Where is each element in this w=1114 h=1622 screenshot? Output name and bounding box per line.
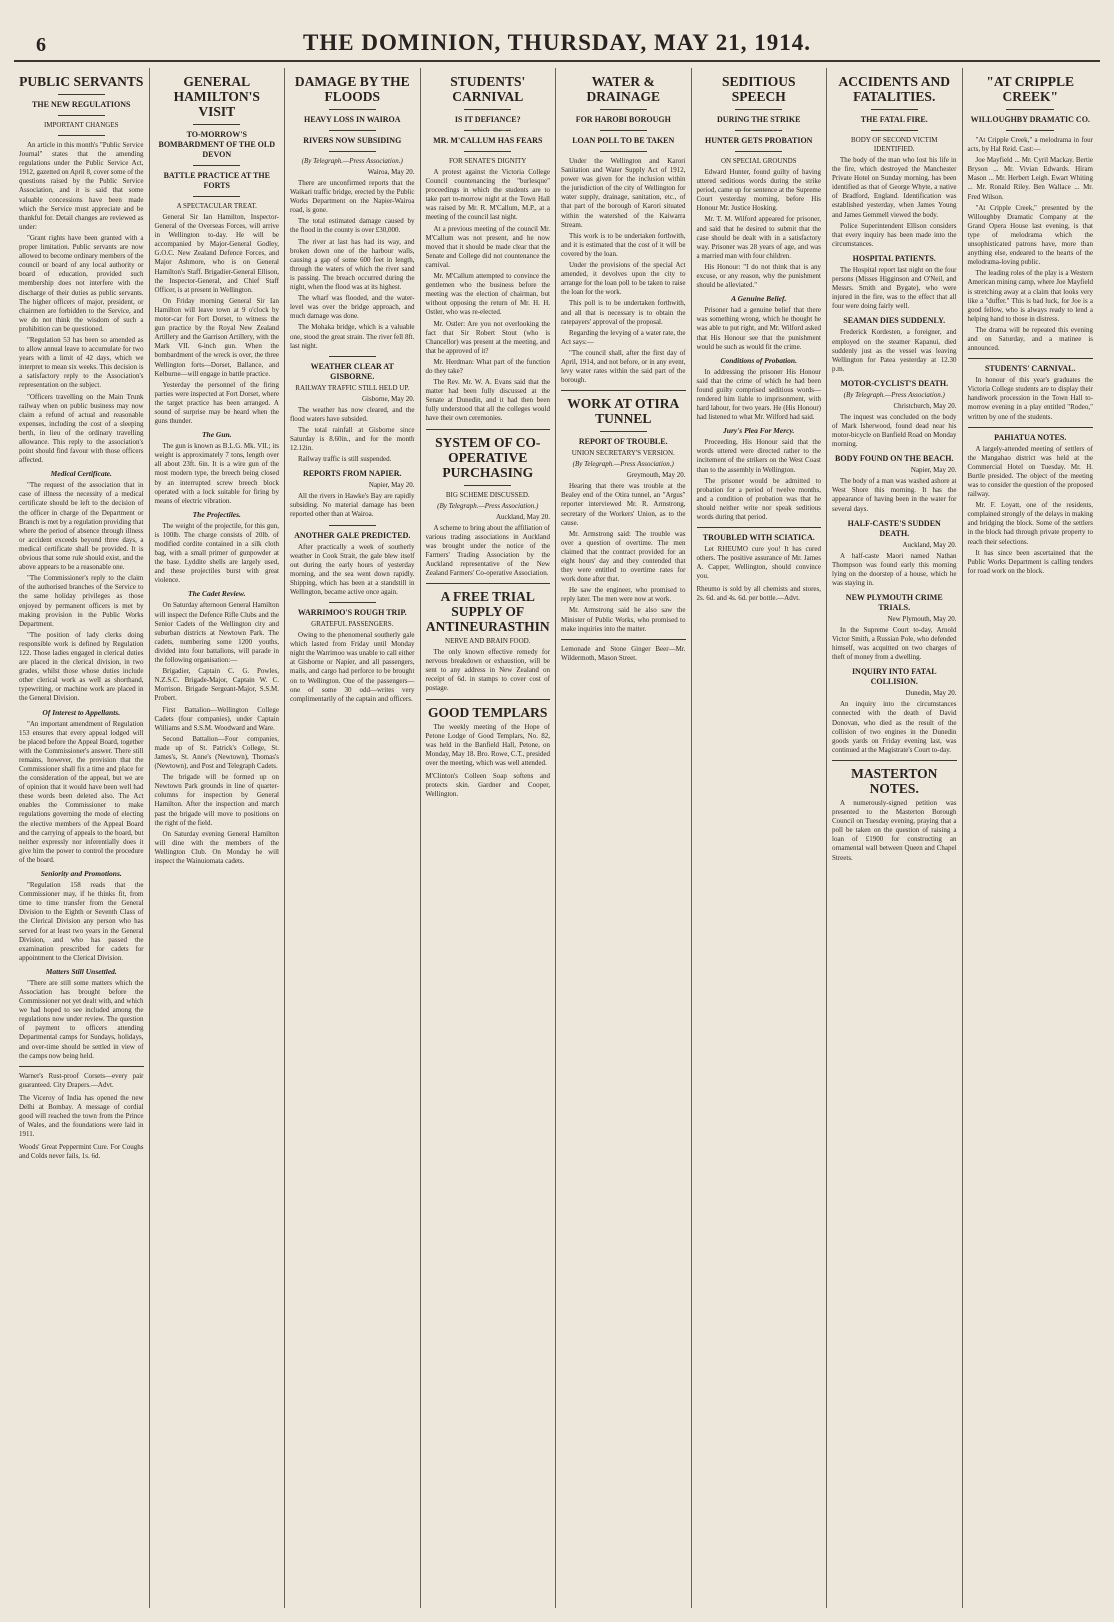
divider	[871, 130, 918, 131]
deck: WEATHER CLEAR AT GISBORNE.	[310, 361, 394, 381]
paragraph: In the Supreme Court to-day, Arnold Victor Smith, a Russian Pole, who defended himself, was acquitted on two charges of theft of money from a dwelling.	[832, 626, 957, 662]
paragraph: It has since been ascertained that the Public Works Department is calling tenders for road work on the block.	[967, 548, 1093, 575]
paragraph: Frederick Kordesten, a foreigner, and employed on the steamer Kapanui, died suddenly just as the vessel was leaving Wellington for Patea yesterday at 12.30 p.m.	[832, 328, 957, 373]
deck: HEAVY LOSS IN WAIROA	[303, 115, 401, 124]
paragraph: In honour of this year's graduates the Victoria College students are to display their handiwork procession in the Town Hall to-morrow evening in a play entitled "Rodeo," written by one of the students.	[967, 376, 1093, 421]
paragraph: In addressing the prisoner His Honour said that the crime of which he had been found guilty comprised seditious words—rendered him liable to imprisonment, with hard labour, for two years. He (His Honour) had listened to what Mr. Wilford had said.	[696, 367, 821, 422]
deck: IS IT DEFIANCE?	[454, 115, 521, 124]
paragraph: "An important amendment of Regulation 153 ensures that every appeal lodged will be placed before the Appeal Board, together with the Commissioner's answer. There still remains, however, the provision that the Commissioner shall fix a time and place for the consideration of the appeal, but we are of opinion that it would have been well had these words been deleted also. The Act enables the Commissioner to make regulations governing the mode of electing the elective members of the Appeal Board and the carrying of appeals to the board, but neither expressly nor inferentially does it give him the power to control the procedure of the board.	[19, 719, 144, 864]
dateline: Christchurch, May 20.	[893, 401, 957, 410]
deck: INQUIRY INTO FATAL COLLISION.	[851, 667, 937, 687]
deck: THE NEW REGULATIONS	[32, 100, 131, 109]
divider	[329, 525, 376, 526]
deck: RIVERS NOW SUBSIDING	[303, 136, 402, 145]
headline: MASTERTON NOTES.	[851, 765, 938, 796]
advertisement: Woods' Great Peppermint Cure. For Coughs and Colds never fails, 1s. 6d.	[19, 1142, 144, 1160]
paragraph: "The position of lady clerks doing responsible work is defined by Regulation 122. Those ladies engaged in clerical duties are placed in the clerical division, in two grades, whilst those whose duties include other clerical work as well as shorthand, typewriting, or machine work are placed in the General Division.	[19, 630, 144, 703]
divider	[193, 196, 240, 197]
paragraph: The Mohaka bridge, which is a valuable one, stood the great strain. The river fell 8ft. last night.	[290, 323, 415, 350]
paragraph: On Saturday afternoon General Hamilton will inspect the Defence Rifle Clubs and the Senior Cadets of the Wellington city and suburban districts at Newtown Park. The cadets, numbering some 1200 youths, divided into four battalions, will parade in the following organisation:—	[154, 601, 279, 665]
paragraph: "The request of the association that in case of illness the necessity of a medical certificate should be left to the decision of the officer in charge of the Department or Branch is met by a regulation providing that where the period of absence through illness or accident exceeds beyond three days, a medical certificate shall be provided. It is obvious that some rule should exist, and the above appears to be a reasonable one.	[19, 481, 144, 572]
divider	[600, 431, 647, 432]
headline: STUDENTS' CARNIVAL	[450, 74, 526, 104]
divider	[600, 109, 647, 110]
divider	[426, 429, 551, 430]
paragraph: The weekly meeting of the Hope of Petone Lodge of Good Templars, No. 82, was held in the Banfield Hall, Petone, on Monday, May 18. Bro. Rowe, C.T., presided over the meeting, which was well attended.	[425, 722, 550, 767]
byline: (By Telegraph.—Press Association.)	[843, 390, 945, 399]
deck: LOAN POLL TO BE TAKEN	[572, 136, 675, 145]
divider	[193, 165, 240, 166]
divider	[600, 130, 647, 131]
divider	[697, 527, 822, 528]
paragraph: "Officers travelling on the Main Trunk railway when on public business may now claim a refund of actual and reasonable expenses, including the cost of a sleeping berth, in lieu of the ordinary travelling allowance. This reply to the association's point should find favour with those officers affected.	[19, 392, 144, 465]
paragraph: Under the Wellington and Karori Sanitation and Water Supply Act of 1912, power was given for the inclusion within the jurisdiction of the city of Wellington for water supply, drainage, sanitation, etc., of that part of the borough of Karori situated within the watershed of the Kaiwarra Stream.	[561, 157, 686, 229]
paragraph: This work is to be undertaken forthwith, and it is estimated that the cost of it will be covered by the loan.	[561, 231, 686, 258]
headline: "AT CRIPPLE CREEK"	[986, 74, 1075, 104]
paragraph: "Grant rights have been granted with a proper limitation. Public servants are now allowed to become ordinary members of the council or board of any local authority or board of education, provided such membership does not interfere with the discharge of their duties as public servants. The higher officers of major, president, or chairmen are forbidden to the Service, and we do not think the wisdom of such a prohibition can be questioned.	[19, 233, 144, 333]
divider	[832, 760, 957, 761]
paragraph: Mr. Herdman: What part of the function do they take?	[425, 357, 550, 375]
paragraph: Second Battalion—Four companies, made up of St. Patrick's College, St. James's, St. Anne's (Newtown), Thomas's (Newtown), and Post and Telegraph Cadets.	[154, 734, 279, 771]
divider	[426, 583, 551, 584]
deck: ANOTHER GALE PREDICTED.	[294, 530, 411, 540]
paragraph: "The council shall, after the first day of April, 1914, and not before, or in any event, levy water rates within the said part of the borough.	[561, 348, 686, 385]
paragraph: Brigadier, Captain C. G. Powles, N.Z.S.C. Brigade-Major, Captain W. C. Morrison. Brigade Sergeant-Major, S.S.M. Probert.	[154, 667, 279, 703]
paragraph: The weight of the projectile, for this gun, is 100lb. The charge consists of 20lb. of modified cordite contained in a silk cloth bag, with a small primer of gunpowder at the base. Lyddite shells are largely used, and these projectiles burst with great violence.	[154, 521, 279, 585]
paragraph: Police Superintendent Ellison considers that every inquiry has been made into the circumstances.	[832, 221, 957, 248]
divider	[329, 151, 376, 152]
deck: RAILWAY TRAFFIC STILL HELD UP.	[295, 383, 410, 392]
deck: DURING THE STRIKE	[717, 115, 801, 124]
column-floods	[285, 68, 421, 1608]
divider	[1006, 109, 1054, 110]
deck: UNION SECRETARY'S VERSION.	[571, 449, 675, 458]
subheading: Matters Still Unsettled.	[45, 966, 117, 976]
headline: PUBLIC SERVANTS	[19, 74, 144, 89]
paragraph: A protest against the Victoria College Council countenancing the "burlesque" proceedings in which the students are to take part to-morrow night at the Town Hall was raised by Mr. R. M'Callum, M.P., at a meeting of the council last night.	[425, 168, 550, 222]
deck: GRATEFUL PASSENGERS.	[311, 620, 394, 629]
deck: A SPECTACULAR TREAT.	[176, 202, 257, 210]
advertisement: Rheumo is sold by all chemists and stores, 2s. 6d. and 4s. 6d. per bottle.—Advt.	[696, 585, 821, 603]
headline: GENERAL HAMILTON'S VISIT	[173, 74, 260, 119]
subheading: The Projectiles.	[192, 509, 241, 519]
divider	[1006, 130, 1054, 131]
paragraph: Proceeding, His Honour said that the words uttered were directed rather to the incitement of the strikers on the West Coast than to the assembly in Wellington.	[696, 438, 821, 474]
divider	[58, 135, 105, 136]
column-seditious-speech	[692, 68, 828, 1608]
divider	[464, 151, 511, 152]
paragraph: Mr. M'Callum attempted to convince the gentlemen who the business before the meeting was the election of chairman, but without opposing the return of Mr. H. H. Ostler, who was re-elected.	[425, 272, 550, 317]
deck: BATTLE PRACTICE AT THE FORTS	[163, 171, 270, 190]
paragraph: "Regulation 53 has been so amended as to allow annual leave to accumulate for two years with a limit of 42 days, which we interpret to mean six weeks. This decision is a satisfactory reply to the Association's representation on the subject.	[19, 335, 144, 390]
divider	[464, 130, 511, 131]
paragraph: Let RHEUMO cure you! It has cured others. The positive assurance of Mr. James A. Capper, Wellington, should convince you.	[696, 545, 821, 581]
divider	[329, 602, 376, 603]
paragraph: There are unconfirmed reports that the Waikari traffic bridge, erected by the Public Works Department on the Napier-Wairoa road, is gone.	[290, 179, 415, 215]
subheading: Medical Certificate.	[50, 469, 112, 479]
deck: MOTOR-CYCLIST'S DEATH.	[840, 378, 949, 388]
divider	[193, 124, 240, 125]
paragraph: An article in this month's "Public Service Journal" states that the amending regulations under the Public Service Act, 1912, gazetted on April 8, cover some of the questions raised by the Public Service Association, and it is said that some valuable concessions have been made which the Service must appreciate and be thankful for. Detail changes are reviewed as under:	[19, 141, 144, 231]
paragraph: The Rev. Mr. W. A. Evans said that the matter had been fully discussed at the Senate at Dunedin, and it had then been fully understood that all the colleges would have their own ceremonies.	[425, 378, 550, 423]
paragraph: A half-caste Maori named Nathan Thompson was found early this morning lying on the doorstep of a house, which he was staying in.	[832, 551, 957, 587]
deck: THE FATAL FIRE.	[860, 115, 928, 124]
divider	[19, 1066, 144, 1067]
paragraph: Mr. T. M. Wilford appeared for prisoner, and said that he desired to submit that the case should be dealt with in a satisfactory way. Prisoner was 28 years of age, and was a married man with four children.	[696, 215, 821, 260]
paragraph: The gun is known as B.L.G. Mk. VII.; its weight is approximately 7 tons, length over all about 23ft. 6in. It is a wire gun of the most modern type, the breech being closed by an interrupted screw breech block operated with a lock suitable for firing by means of electric vibration.	[154, 442, 279, 505]
paragraph: Mr. F. Loyatt, one of the residents, complained strongly of the delays in making and bridging the block. Some of the settlers in the block had through private property to reach their selections.	[967, 501, 1093, 546]
deck: WILLOUGHBY DRAMATIC CO.	[970, 115, 1090, 124]
deck: REPORTS FROM NAPIER.	[302, 469, 402, 479]
deck: NEW PLYMOUTH CRIME TRIALS.	[845, 593, 943, 612]
deck: REPORT OF TROUBLE.	[578, 437, 668, 447]
subheading: The Cadet Review.	[188, 589, 246, 599]
deck: PAHIATUA NOTES.	[994, 432, 1067, 442]
byline: (By Telegraph.—Press Association.)	[572, 460, 674, 469]
paragraph: After practically a week of southerly weather in Cook Strait, the gale blew itself out during the early hours of yesterday morning, and the sea went down rapidly. Shipping, which has been at a standstill in Wellington, became active once again.	[290, 542, 415, 596]
deck: TROUBLED WITH SCIATICA.	[702, 533, 815, 543]
divider	[426, 699, 551, 700]
paragraph: "At Cripple Creek," presented by the Willoughby Dramatic Company at the Grand Opera House last evening, is that type of melodrama which the unsophisticated patrons have, more than anything else, endeared to the hearts of the melodrama-loving public.	[967, 203, 1093, 267]
paper-title: THE DOMINION, THURSDAY, MAY 21, 1914.	[303, 30, 811, 55]
column-accidents	[827, 68, 963, 1608]
headline: WATER & DRAINAGE	[586, 74, 660, 104]
deck: SEAMAN DIES SUDDENLY.	[843, 316, 946, 326]
divider	[735, 151, 782, 152]
dateline: Auckland, May 20.	[902, 540, 957, 549]
column-general-hamilton	[150, 68, 286, 1608]
subheading: The Gun.	[201, 430, 232, 440]
divider	[968, 358, 1094, 359]
advertisement: Lemonade and Stone Ginger Beer—Mr. Wildermoth, Mason Street.	[561, 644, 686, 662]
paragraph: Yesterday the personnel of the firing parties were inspected at Fort Dorset, where the target practice has been arranged. A sound of surprise may be heard when the guns thunder.	[154, 380, 279, 426]
column-water-drainage	[556, 68, 692, 1608]
headline: A FREE TRIAL SUPPLY OF ANTINEURASTHIN	[425, 589, 550, 635]
paragraph: "There are still some matters which the Association has brought before the Commissioner not yet dealt with, and which we had hoped to see included among the regulations now under review. The question of payment to officers attending Departmental camps for Sundays, holidays, and over-time should be settled in view of the camps now being held.	[19, 978, 144, 1060]
paragraph: The only known effective remedy for nervous breakdown or exhaustion, will be sent to any address in New Zealand on receipt of 6d. in stamps to cover cost of postage.	[425, 648, 550, 693]
subheading: Jury's Plea For Mercy.	[723, 426, 795, 436]
deck: WARRIMOO'S ROUGH TRIP.	[297, 608, 407, 618]
divider	[329, 356, 376, 357]
columns	[14, 68, 1100, 1608]
paragraph: On Saturday evening General Hamilton will dine with the members of the Wellington Club. On Monday he will inspect the Wainuiomata cadets.	[154, 829, 279, 865]
byline: (By Telegraph.—Press Association.)	[437, 501, 539, 510]
paragraph: Joe Mayfield ... Mr. Cyril Mackay. Bertie Bryson ... Mr. Vivian Edwards. Hiram Mason ... Mr. Herbert Leigh. Ewart Whiting ... Mr. Ronald Riley. Ben Wallace ... Mr. Fred Wilson.	[967, 156, 1093, 201]
divider	[735, 109, 782, 110]
paragraph: He saw the engineer, who promised to reply later. The men were now at work.	[561, 586, 686, 604]
divider	[735, 130, 782, 131]
paragraph: Hearing that there was trouble at the Bealey end of the Otira tunnel, an "Argus" reporter interviewed Mr. R. Armstrong, secretary of the Workers' Union, as to the cause.	[561, 482, 686, 527]
deck: ON SPECIAL GROUNDS	[720, 157, 797, 165]
paragraph: Mr. Armstrong said: The trouble was over a question of overtime. The men claimed that the contract provided for an eight hours' day and they contended that they were entitled to overtime rates for work done after that.	[561, 529, 686, 584]
paragraph: "At Cripple Creek," a melodrama in four acts, by Hal Reid. Cast:—	[967, 136, 1093, 154]
headline: WORK AT OTIRA TUNNEL	[567, 396, 680, 427]
dateline: Greymouth, May 20.	[626, 471, 686, 480]
divider	[600, 151, 647, 152]
advertisement: The Viceroy of India has opened the new Delhi at Bombay. A message of cordial good will reached the town from the Prince of Wales, and the foundations were laid in 1911.	[19, 1093, 144, 1138]
column-public-servants	[14, 68, 150, 1608]
paragraph: The inquest was concluded on the body of Mark Isherwood, found dead near his motor-bicycle on Banfield Road on Monday morning.	[832, 412, 957, 449]
headline: SYSTEM OF CO-OPERATIVE PURCHASING	[435, 434, 541, 480]
paragraph: On Friday morning General Sir Ian Hamilton will leave town at 9 o'clock by motor-car for Fort Dorset, to witness the gun practice by the Royal New Zealand Artillery and the Garrison Artillery, with the Mark VII. 6-inch gun. When the bombardment of the wreck is over, the three Wellington forts—Dorset, Ballance, and Kelburne—will engage in battle practice.	[154, 296, 279, 378]
paragraph: The prisoner would be admitted to probation for a period of twelve months, and a condition of probation was that he should neither write nor speak seditious words during that period.	[696, 476, 821, 521]
paragraph: The total rainfall at Gisborne since Saturday is 8.60in., and for the month 12.12in.	[290, 425, 415, 453]
dateline: Wairoa, May 20.	[367, 168, 415, 176]
deck: FOR HAROBI BOROUGH	[575, 115, 671, 124]
divider	[464, 485, 511, 486]
deck: BIG SCHEME DISCUSSED.	[445, 490, 530, 499]
divider	[329, 109, 376, 110]
paragraph: The body of a man was washed ashore at West Shore this morning. It has the appearance of having been in the water for several days.	[832, 477, 957, 513]
advertisement: M'Clinton's Colleen Soap softens and protects skin. Gardner and Cooper, Wellington.	[425, 772, 550, 799]
dateline: Auckland, May 20.	[495, 512, 550, 521]
divider	[871, 109, 918, 110]
paragraph: The drama will be repeated this evening and on Saturday, and a matinee is announced.	[967, 325, 1093, 353]
deck: BODY OF SECOND VICTIM IDENTIFIED.	[850, 136, 938, 153]
paragraph: Mr. Armstrong said he also saw the Minister of Public Works, who promised to make inquiries into the matter.	[561, 606, 686, 633]
dateline: Gisborne, May 20.	[362, 394, 415, 403]
paragraph: A scheme to bring about the affiliation of various trading associations in Auckland was brought under the notice of the Farmers' Trading Association by the Auckland representative of the New Zealand Farmers' Co-operative Association.	[425, 523, 550, 577]
paragraph: "The Commissioner's reply to the claim of the authorised branches of the Service to the same holiday privileges as those enjoyed by permanent officers is met by making provision in the Public Works Department.	[19, 574, 144, 628]
deck: HALF-CASTE'S SUDDEN DEATH.	[847, 518, 941, 538]
paragraph: A largely-attended meeting of settlers of the Mangahao district was held at the Commercial Hotel on Tuesday. Mr. H. Burtle presided. The object of the meeting was to consider the question of the proposed railway.	[967, 444, 1093, 499]
subheading: Seniority and Promotions.	[40, 869, 122, 879]
paragraph: Mr. Ostler: Are you not overlooking the fact that Sir Robert Stout (who is Chancellor) was present at the meeting, and that he approved of it?	[425, 319, 550, 355]
paragraph: Under the provisions of the special Act amended, it devolves upon the city to arrange for the loan poll to be taken to raise the loan for the work.	[561, 261, 686, 297]
subheading: Conditions of Probation.	[720, 355, 797, 365]
paragraph: The Hospital report last night on the four persons (Misses Higginson and O'Neil, and Messrs. Smith and Bygate), who were injured in the fire, was to the effect that all four were doing fairly well.	[832, 265, 957, 311]
divider	[329, 130, 376, 131]
advertisement: Warner's Rust-proof Corsets—every pair guaranteed. City Drapers.—Advt.	[19, 1071, 144, 1089]
byline: (By Telegraph.—Press Association.)	[301, 157, 403, 165]
divider	[58, 94, 105, 95]
page-number: 6	[36, 34, 46, 56]
paragraph: The river at last has had its way, and broken down one of the harbour walls, causing a gap of some 600 feet in length, through the waters of which the river sand is passing. The breach occurred during the night, when the flood was at its highest.	[290, 237, 415, 292]
deck: NERVE AND BRAIN FOOD.	[445, 637, 531, 646]
paragraph: Regarding the levying of a water rate, the Act says:—	[561, 328, 686, 346]
column-students-carnival	[421, 68, 557, 1608]
deck: IMPORTANT CHANGES	[43, 121, 119, 129]
divider	[464, 109, 511, 110]
deck: FOR SENATE'S DIGNITY	[449, 157, 527, 165]
subheading: A Genuine Belief.	[731, 294, 787, 304]
paragraph: Owing to the phenomenal southerly gale which lasted from Friday until Monday night the Warrimoo was unable to call either at Gisborne or Napier, and all passengers, mails, and cargo had perforce to be brought on to Wellington. One of the passengers—one of some 30 odd—writes very complimentarily of the captain and officers.	[290, 631, 415, 703]
paragraph: The leading roles of the play is a Western American mining camp, where Joe Mayfield is stretching away at a claim that looks very like a "duffer." This is bad luck, for Joe is a good fellow, who is always ready to lend a helping hand to those in distress.	[967, 269, 1093, 323]
paragraph: Railway traffic is still suspended.	[298, 455, 392, 464]
divider	[561, 639, 686, 640]
masthead	[14, 28, 1100, 62]
divider	[561, 390, 686, 391]
column-cripple-creek	[963, 68, 1099, 1608]
divider	[58, 115, 105, 116]
paragraph: The wharf was flooded, and the water-level was over the bridge approach, and much damage was done.	[290, 294, 415, 321]
headline: GOOD TEMPLARS	[428, 704, 548, 720]
dateline: Napier, May 20.	[910, 466, 957, 475]
deck: HUNTER GETS PROBATION	[705, 136, 813, 145]
headline: SEDITIOUS SPEECH	[721, 74, 796, 104]
paragraph: A numerously-signed petition was presented to the Masterton Borough Council on Tuesday evening, praying that a poll be taken on the question of raising a loan of £1900 for constructing an ornamental wall between Queen and Chapel Streets.	[832, 798, 957, 862]
divider	[968, 427, 1094, 428]
paragraph: This poll is to be undertaken forthwith, and all that is necessary is to obtain the ratepayers' approval of the proposal.	[561, 299, 686, 326]
paragraph: The brigade will be formed up on Newtown Park grounds in line of quarter-columns for inspection by General Hamilton. After the inspection and march past the brigade will move to positions on the right of the field.	[154, 773, 279, 827]
paragraph: At a previous meeting of the council Mr. M'Callum was not present, and he now moved that it should be made clear that the Senate and College did not countenance the carnival.	[425, 224, 550, 269]
paragraph: "Regulation 158 reads that the Commissioner may, if he thinks fit, from time to time transfer from the General Division to the Eighth or Seventh Class of the Clerical Division any person who has served for at least two years in the General Division, and who has passed the examination prescribed for cadets for appointment to the Clerical Division.	[19, 881, 144, 962]
paragraph: The body of the man who lost his life in the fire, which destroyed the Manchester Private Hotel on Sunday morning, has been identified as that of George Whyte, a native of Bradford, England. Identification was established yesterday, when James Young and James Gemmell viewed the body.	[832, 156, 957, 219]
headline: DAMAGE BY THE FLOODS	[294, 74, 410, 104]
deck: MR. M'CALLUM HAS FEARS	[433, 136, 543, 145]
paragraph: The weather has now cleared, and the flood waters have subsided.	[290, 405, 415, 423]
deck: HOSPITAL PATIENTS.	[852, 253, 936, 263]
paragraph: Edward Hunter, found guilty of having uttered seditious words during the strike period, came up for sentence at the Supreme Court yesterday morning, before His Honour Mr. Justice Hosking.	[696, 168, 821, 213]
paragraph: An inquiry into the circumstances connected with the death of David Donovan, who died as the result of the collision of two engines in the Dunedin goods yards on Friday evening last, was continued at the Magistrate's Court to-day.	[832, 700, 957, 754]
paragraph: Prisoner had a genuine belief that there was something wrong, which he thought he was able to put right, and Mr. Wilford asked that His Honour see that the punishment would be such as would fit the crime.	[696, 306, 821, 351]
paragraph: General Sir Ian Hamilton, Inspector-General of the Overseas Forces, will arrive in Wellington to-day. He will be accompanied by Major-General Godley, G.O.C. New Zealand Defence Forces, and Major Ashmore, who is on General Hamilton's Staff. Brigadier-General Ellison, the Inspector-General, and Chief Staff Officer, is at present in Wellington.	[154, 213, 279, 294]
deck: TO-MORROW'S BOMBARDMENT OF THE OLD DEVON	[158, 130, 276, 159]
deck: STUDENTS' CARNIVAL.	[984, 364, 1076, 374]
dateline: New Plymouth, May 20.	[887, 615, 957, 623]
dateline: Napier, May 20.	[368, 481, 415, 490]
headline: ACCIDENTS AND FATALITIES.	[838, 74, 950, 104]
paragraph: All the rivers in Hawke's Bay are rapidly subsiding. No material damage has been reported other than at Wairoa.	[290, 492, 415, 519]
dateline: Dunedin, May 20.	[905, 689, 957, 698]
subheading: Of Interest to Appellants.	[42, 707, 121, 717]
paragraph: His Honour: "I do not think that is any excuse, or any reason, why the punishment should be alleviated."	[696, 262, 821, 290]
paragraph: The total estimated damage caused by the flood in the county is over £30,000.	[290, 217, 415, 235]
paragraph: First Battalion—Wellington College Cadets (four companies), under Captain Williams and S.S.M. Woodward and Ware.	[154, 705, 279, 732]
deck: BODY FOUND ON THE BEACH.	[835, 454, 954, 464]
